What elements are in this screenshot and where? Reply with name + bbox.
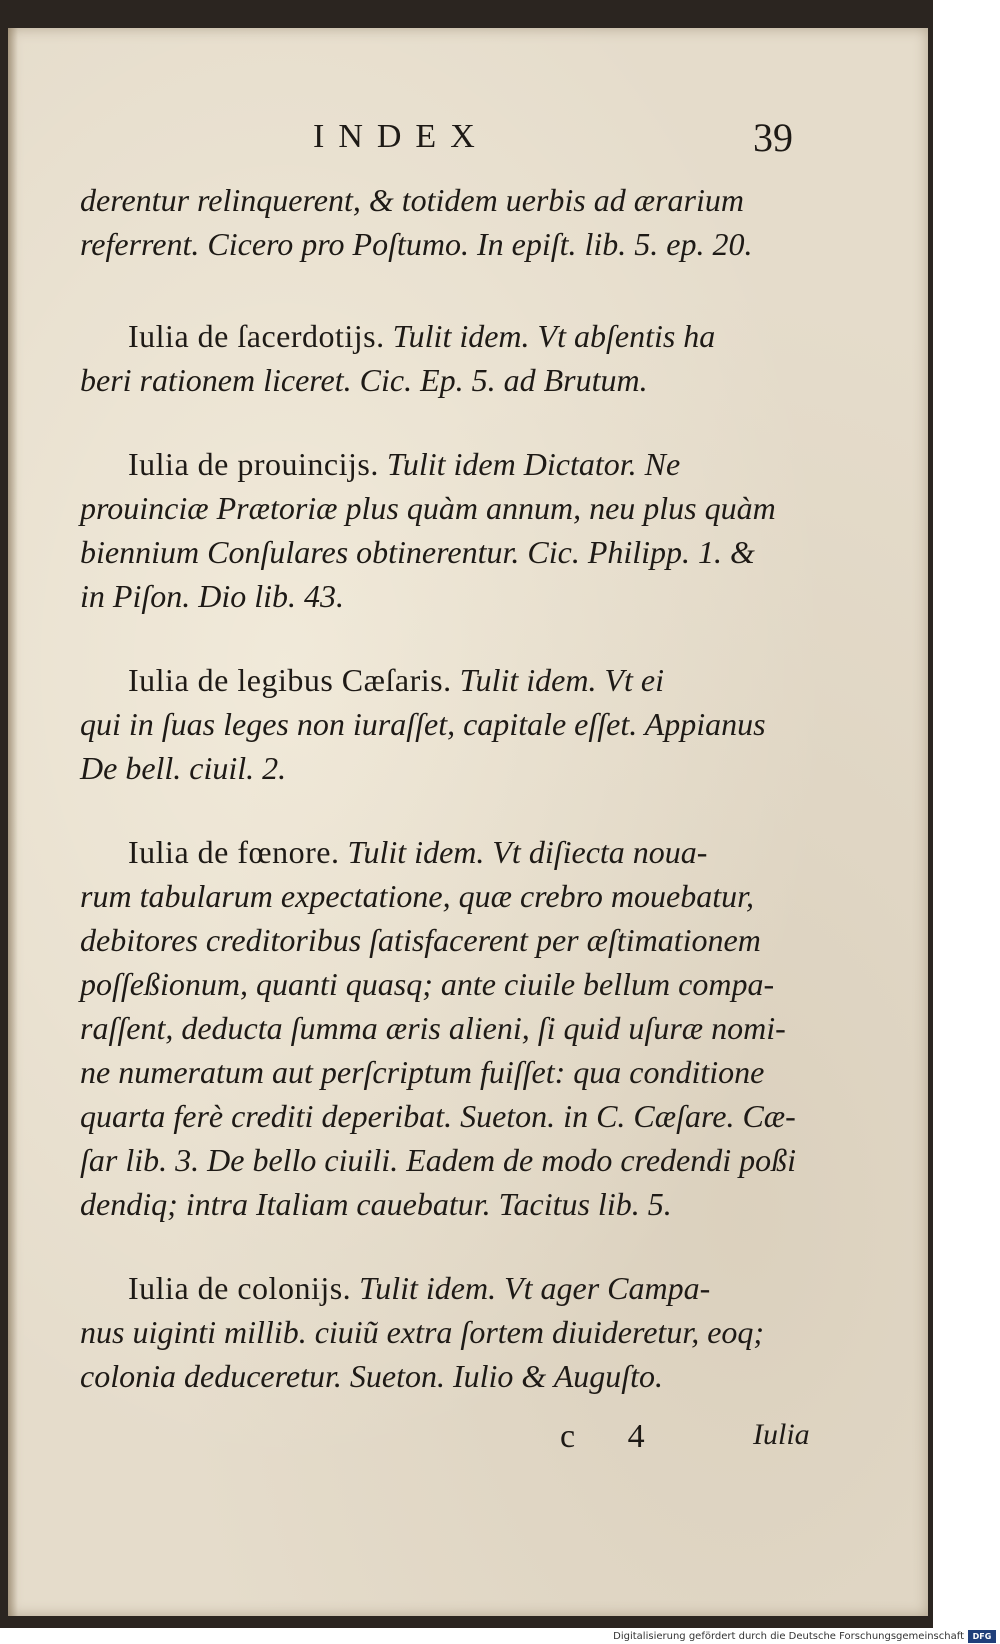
entry-heading: Iulia de prouincijs. xyxy=(128,446,379,482)
entry-heading: Iulia de ſacerdotijs. xyxy=(128,318,385,354)
text-line: raſſent, deducta ſumma æris alieni, ſi quid uſuræ nomi- xyxy=(80,1010,786,1046)
page-header xyxy=(8,115,928,168)
entry-text: Tulit idem. Vt diſiecta noua- xyxy=(339,834,708,870)
index-entry xyxy=(80,314,820,402)
text-line: ne numeratum aut perſcriptum fuiſſet: qua conditione xyxy=(80,1054,765,1090)
entry-first-line xyxy=(80,314,820,358)
entry-heading: Iulia de fœnore. xyxy=(128,834,340,870)
entry-first-line xyxy=(80,442,820,486)
page-number: 39 xyxy=(753,115,793,160)
text-line: qui in ſuas leges non iuraſſet, capitale eſſet. Appianus xyxy=(80,706,766,742)
signature-mark: c 4 xyxy=(560,1418,667,1455)
text-line: debitores creditoribus ſatisfacerent per æſtimationem xyxy=(80,922,761,958)
text-line: biennium Conſulares obtinerentur. Cic. Philipp. 1. & xyxy=(80,534,755,570)
text-line: in Piſon. Dio lib. 43. xyxy=(80,578,344,614)
running-title: INDEX xyxy=(313,118,489,155)
index-entry xyxy=(80,658,820,790)
entry-text: Tulit idem. Vt ager Campa- xyxy=(351,1270,711,1306)
text-line: poſſeßionum, quanti quasq; ante ciuile bellum compa- xyxy=(80,966,775,1002)
entry-heading: Iulia de colonijs. xyxy=(128,1270,352,1306)
entry-text: Tulit idem Dictator. Ne xyxy=(378,446,681,482)
entry-text: Tulit idem. Vt abſentis ha xyxy=(384,318,716,354)
text-line: referrent. Cicero pro Poſtumo. In epiſt. lib. 5. ep. 20. xyxy=(80,226,753,262)
page-edge-shadow xyxy=(8,28,18,1616)
text-line: dendiq; intra Italiam cauebatur. Tacitus lib. 5. xyxy=(80,1186,672,1222)
index-entry xyxy=(80,442,820,618)
page-body xyxy=(80,178,820,1438)
text-line: derentur relinquerent, & totidem uerbis ad ærarium xyxy=(80,182,744,218)
entry-first-line xyxy=(80,658,820,702)
text-line: beri rationem liceret. Cic. Ep. 5. ad Brutum. xyxy=(80,362,648,398)
text-line: prouinciæ Prætoriæ plus quàm annum, neu plus quàm xyxy=(80,490,776,526)
text-line: nus uiginti millib. ciuiũ extra ſortem diuideretur, eoq; xyxy=(80,1314,765,1350)
continued-entry xyxy=(80,178,820,266)
text-line: colonia deduceretur. Sueton. Iulio & Auguſto. xyxy=(80,1358,664,1394)
text-line: De bell. ciuil. 2. xyxy=(80,750,287,786)
book-page xyxy=(8,28,928,1616)
entry-first-line xyxy=(80,1266,820,1310)
entry-text: Tulit idem. Vt ei xyxy=(451,662,664,698)
index-entry xyxy=(80,1266,820,1398)
catchword: Iulia xyxy=(753,1418,810,1451)
dfg-logo: DFG xyxy=(968,1630,996,1643)
entry-first-line xyxy=(80,830,820,874)
text-line: quarta ferè crediti deperibat. Sueton. in C. Cæſare. Cæ- xyxy=(80,1098,796,1134)
funding-note: Digitalisierung gefördert durch die Deutsche Forschungsgemeinschaft xyxy=(613,1631,964,1642)
entry-heading: Iulia de legibus Cæſaris. xyxy=(128,662,452,698)
text-line: ſar lib. 3. De bello ciuili. Eadem de modo credendi poßi xyxy=(80,1142,797,1178)
text-line: rum tabularum expectatione, quæ crebro mouebatur, xyxy=(80,878,754,914)
index-entry xyxy=(80,830,820,1226)
page-footer xyxy=(8,1418,928,1468)
